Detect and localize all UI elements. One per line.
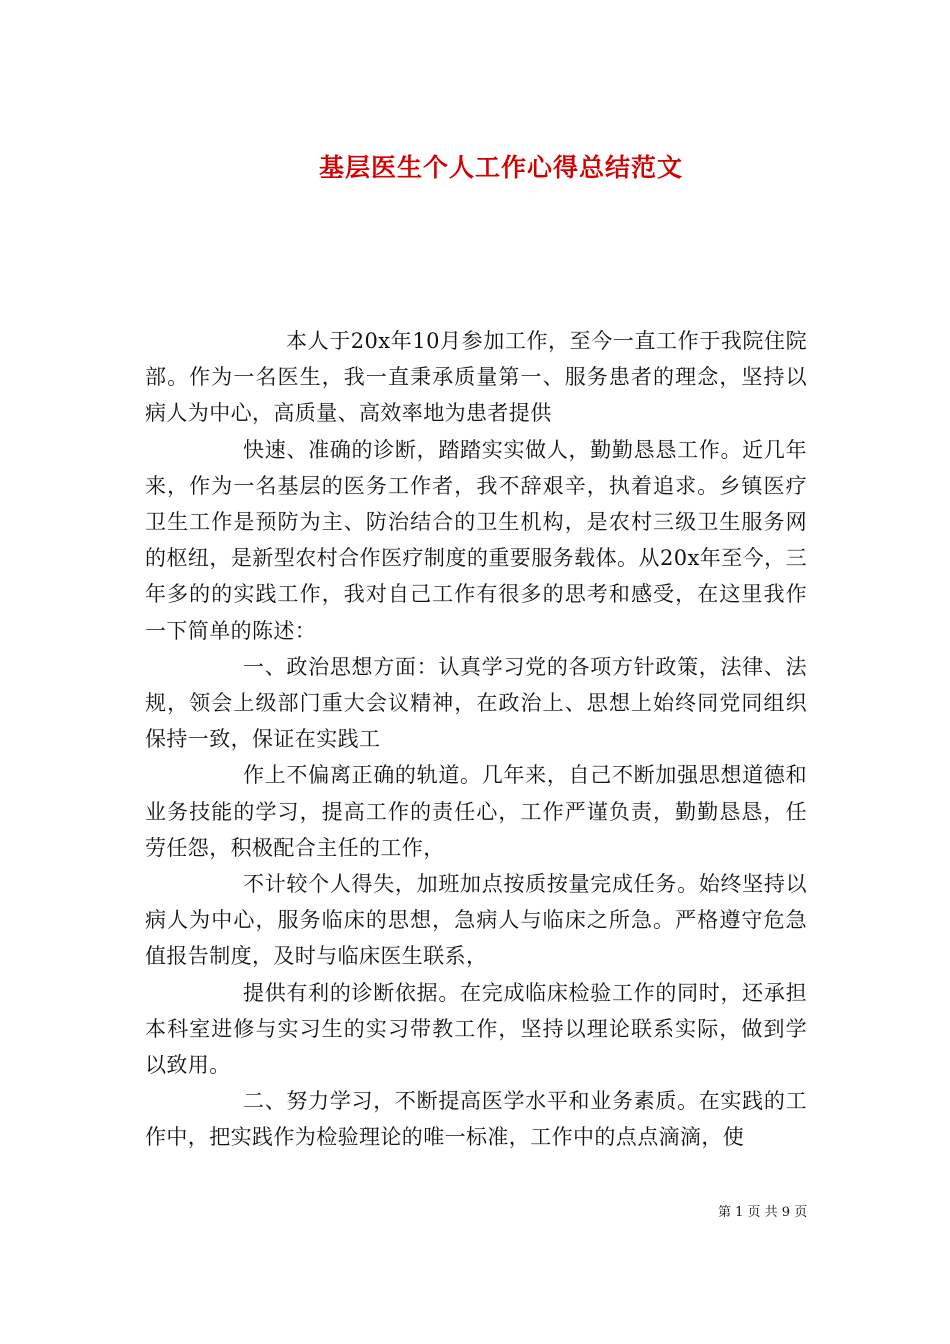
paragraph: 提供有利的诊断依据。在完成临床检验工作的同时，还承担本科室进修与实习生的实习带教工作，坚持以理论联系实际，做到学以致用。 [145,980,807,1078]
paragraph: 一、政治思想方面：认真学习党的各项方针政策，法律、法规，领会上级部门重大会议精神，在政治上、思想上始终同党同组织保持一致，保证在实践工 [145,654,807,752]
paragraph: 本人于20x年10月参加工作，至今一直工作于我院住院部。作为一名医生，我一直秉承质量第一、服务患者的理念，坚持以病人为中心，高质量、高效率地为患者提供 [145,329,807,426]
page-number-footer: 第 1 页 共 9 页 [718,1205,808,1220]
document-title: 基层医生个人工作心得总结范文 [318,152,683,182]
paragraph: 作上不偏离正确的轨道。几年来，自己不断加强思想道德和业务技能的学习，提高工作的责任心，工作严谨负责，勤勤恳恳，任劳任怨，积极配合主任的工作， [145,763,807,860]
document-body [145,323,807,1156]
paragraph: 二、努力学习，不断提高医学水平和业务素质。在实践的工作中，把实践作为检验理论的唯一标准，工作中的点点滴滴，使 [145,1089,807,1150]
paragraph: 不计较个人得失，加班加点按质按量完成任务。始终坚持以病人为中心，服务临床的思想，急病人与临床之所急。严格遵守危急值报告制度，及时与临床医生联系， [145,872,807,969]
paragraph: 快速、准确的诊断，踏踏实实做人，勤勤恳恳工作。近几年来，作为一名基层的医务工作者，我不辞艰辛，执着追求。乡镇医疗卫生工作是预防为主、防治结合的卫生机构，是农村三级卫生服务网的枢纽，是新型农村合作医疗制度的重要服务载体。从20x年至今，三年多的的实践工作，我对自己工作有很多的思考和感受，在这里我作一下简单的陈述： [145,437,807,643]
